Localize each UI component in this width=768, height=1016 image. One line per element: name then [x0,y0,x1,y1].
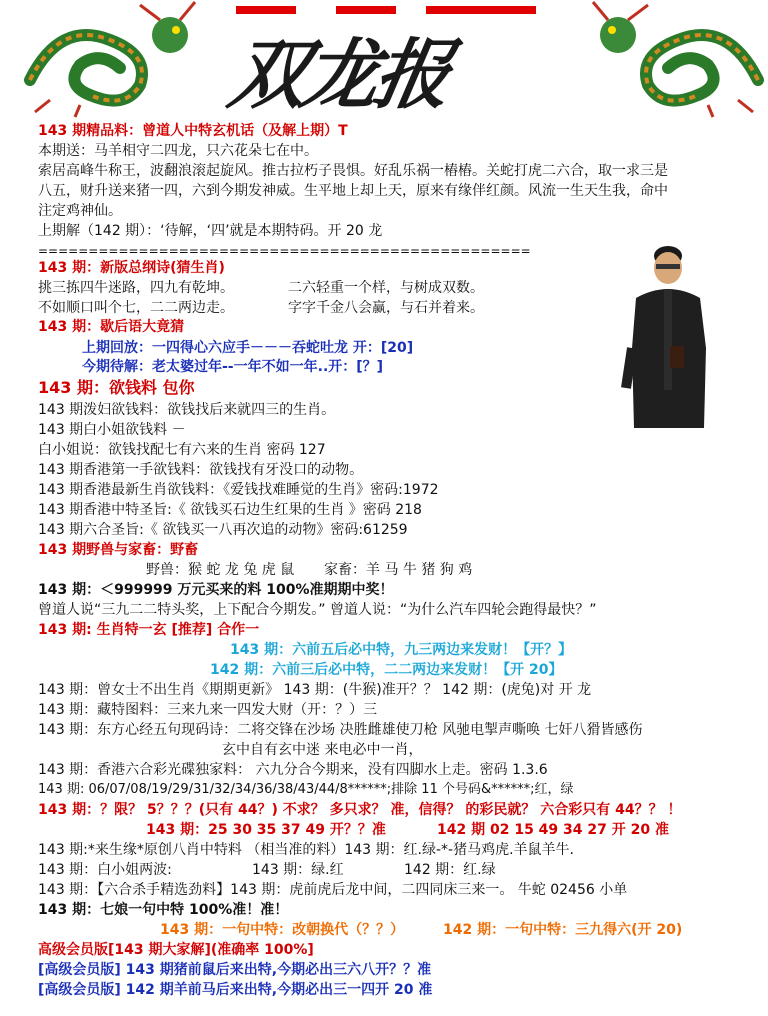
text-line-l38b: 143 期：绿.红 [252,862,344,878]
text-line-l27: 143 期：六前五后必中特，九三两边来发财！【开？】 [230,642,573,658]
text-line-l28: 142 期：六前三后必中特，二二两边来发财！【开 20】 [210,662,563,678]
text-line-l26: 143 期: 生肖特一玄 [推荐] 合作一 [38,622,260,638]
text-line-l41a: 143 期：一句中特：改朝换代（？？） [160,922,405,938]
dragon-icon [578,0,768,118]
text-line-l23a: 野兽：猴 蛇 龙 兔 虎 鼠 [146,562,295,578]
text-line-l37: 143 期:*来生缘*原创八肖中特料 （相当准的料）143 期：红.绿-*-猪马鸡虎.羊鼠羊牛. [38,842,574,858]
text-line-l23b: 家畜：羊 马 牛 猪 狗 鸡 [324,562,473,578]
text-line-l8: 143 期：新版总纲诗(猜生肖) [38,260,225,276]
text-line-l6: 上期解（142 期）：‘待解，‘四’就是本期特码。开 20 龙 [38,223,383,239]
text-line-l36b: 142 期 02 15 49 34 27 开 20 准 [437,822,669,838]
text-line-l21: 143 期六合圣旨:《 欲钱买一八再次追的动物》密码:61259 [38,522,408,538]
text-line-l14: 143 期：欲钱料 包你 [38,378,195,397]
header-banner [0,0,768,125]
text-line-l22: 143 期野兽与家畜：野畜 [38,542,199,558]
text-line-l43: [高级会员版] 143 期猪前鼠后来出特,今期必出三六八开？？准 [38,962,432,978]
text-line-l38a: 143 期：白小姐两波: [38,862,172,878]
text-line-l10a: 不如顺口叫个七，二二两边走。 [38,300,234,316]
text-line-l15: 143 期泼妇欲钱料：欲钱找后来就四三的生肖。 [38,402,336,418]
text-line-l39: 143 期：【六合杀手精选劲料】143 期：虎前虎后龙中间，二四同床三来一。 牛蛇 02456 小单 [38,882,628,898]
text-line-l7: ================================================= [38,244,531,258]
text-line-l12: 上期回放：一四得心六应手－－－吞蛇吐龙 开：[20] [82,340,414,356]
text-line-l30: 143 期：藏特图料：三来九来一四发大财（开：？）三 [38,702,378,718]
text-line-l29: 143 期：曾女士不出生肖《期期更新》 143 期：(牛猴)准开？？ 142 期：(虎兔)对 开 龙 [38,682,592,698]
text-line-l42: 高级会员版[143 期大家解](准确率 100%] [38,942,314,958]
text-line-l4: 八五，财升送来猪一四，六到今期发神威。生平地上却上天，原来有缘伴红颜。风流一生天生我，命中 [38,183,668,199]
text-line-l19: 143 期香港最新生肖欲钱料：《爱钱找难睡觉的生肖》密码:1972 [38,482,439,498]
text-line-l20: 143 期香港中特圣旨:《 欲钱买石边生红果的生肖 》密码 218 [38,502,422,518]
text-line-l1: 143 期精品料：曾道人中特玄机话（及解上期）T [38,123,348,139]
text-line-l34: 143 期: 06/07/08/19/29/31/32/34/36/38/43/44/8******;排除 11 个号码&******;红，绿 [38,782,574,797]
text-line-l32: 玄中自有玄中迷 来电必中一肖， [222,742,423,758]
text-line-l2: 本期送：马羊相守二四龙，只六花朵七在中。 [38,143,318,159]
text-line-l41b: 142 期：一句中特：三九得六(开 20) [443,922,683,938]
text-line-l9a: 挑三拣四牛迷路，四九有乾坤。 [38,280,234,296]
text-line-l31: 143 期：东方心经五句现码诗：二将交锋在沙场 决胜雌雄使刀枪 风驰电掣声嘶唤 七奸八猾皆感伤 [38,722,643,738]
text-line-l33: 143 期：香港六合彩光碟独家料： 六九分合今期来，没有四脚水上走。密码 1.3.6 [38,762,548,778]
text-line-l3: 索居高峰牛称王，波翻浪滚起旋风。推古拉朽子畏惧。好乱乐祸一樁樁。关蛇打虎二六合，取一求三是 [38,163,668,179]
text-line-l10b: 字字千金八会赢，与石并着来。 [288,300,484,316]
text-line-l44: [高级会员版] 142 期羊前马后来出特,今期必出三一四开 20 准 [38,982,433,998]
dragon-icon [20,0,210,118]
text-line-l25: 曾道人说“三九二二特头奖，上下配合今期发。” 曾道人说：“为什么汽车四轮会跑得最快？” [38,602,597,618]
text-line-l11: 143 期：歇后语大竟猜 [38,319,185,335]
text-line-l38c: 142 期：红.绿 [404,862,496,878]
text-line-l17: 白小姐说：欲钱找配七有六来的生肖 密码 127 [38,442,326,458]
text-line-l36a: 143 期：25 30 35 37 49 开？？准 [146,822,386,838]
text-line-l16: 143 期白小姐欲钱料 － [38,422,186,438]
text-line-l24: 143 期：＜999999 万元买来的料 100%准期期中奖！ [38,582,394,598]
text-line-l18: 143 期香港第一手欲钱料：欲钱找有牙没口的动物。 [38,462,364,478]
page-title: 双龙报 [223,30,455,119]
text-line-l5: 注定鸡神仙。 [38,203,122,219]
text-line-l13: 今期待解：老太婆过年--一年不如一年..开：[？] [82,359,384,375]
text-line-l35: 143 期：？限？ 5？？？(只有 44？) 不求？ 多只求？ 准，信得？ 的彩民就？ 六合彩只有 44？？ ！ [38,802,682,818]
text-line-l9b: 二六轻重一个样，与树成双数。 [288,280,484,296]
text-line-l40: 143 期：七娘一句中特 100%准！准！ [38,902,289,918]
man-figure-image [620,238,730,428]
